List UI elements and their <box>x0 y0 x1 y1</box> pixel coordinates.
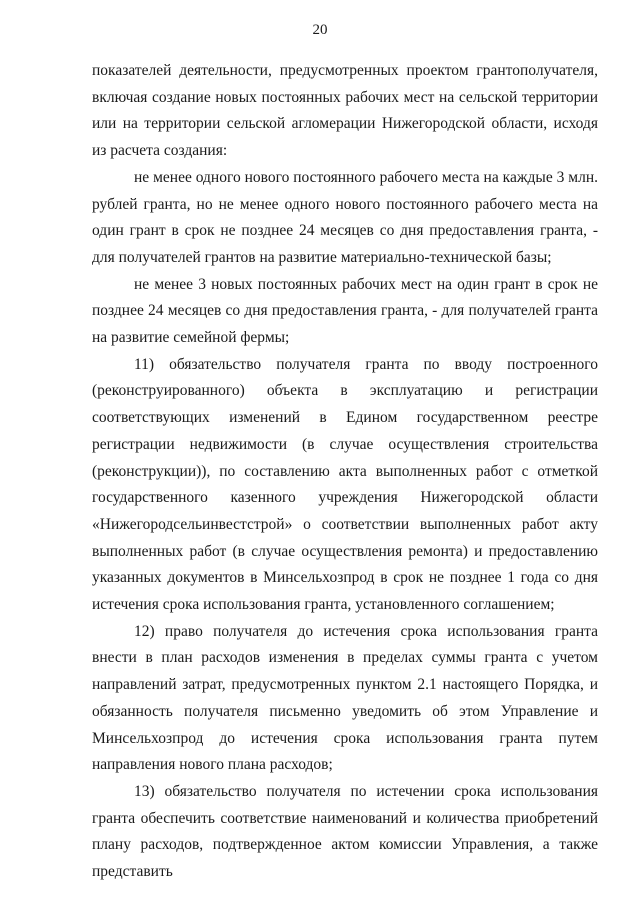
paragraph-item-13: 13) обязательство получателя по истечении срока использования гранта обеспечить соответствие наименований и количества приобретений плану расходов, подтвержденное актом комиссии Управления, а также представить <box>92 782 598 881</box>
page-number: 20 <box>312 22 328 38</box>
document-body <box>92 58 598 886</box>
paragraph-item-12: 12) право получателя до истечения срока использования гранта внести в план расходов изменения в пределах суммы гранта с учетом направлений затрат, предусмотренных пунктом 2.1 настоящего Порядка, и обязанность получателя письменно уведомить об этом Управление и Минсельхозпрод до истечения срока использования гранта путем направления нового плана расходов; <box>92 622 598 774</box>
paragraph-jobs-family-farm: не менее 3 новых постоянных рабочих мест на один грант в срок не позднее 24 месяцев со дня предоставления гранта, - для получателей гранта на развитие семейной фермы; <box>92 275 598 347</box>
paragraph-continuation: показателей деятельности, предусмотренных проектом грантополучателя, включая создание новых постоянных рабочих мест на сельской территории или на территории сельской агломерации Нижегородской области, исходя из расчета создания: <box>92 62 598 160</box>
paragraph-jobs-material-base: не менее одного нового постоянного рабочего места на каждые 3 млн. рублей гранта, но не менее одного нового постоянного рабочего места на один грант в срок не позднее 24 месяцев со дня предоставления гранта, - для получателей грантов на развитие материально-технической базы; <box>92 168 598 266</box>
paragraph-item-11: 11) обязательство получателя гранта по вводу построенного (реконструированного) объекта в эксплуатацию и регистрации соответствующих изменений в Едином государственном реестре регистрации недвижимости (в случае осуществления строительства (реконструкции)), по составлению акта выполненных работ с отметкой государственного казенного учреждения Нижегородской области «Нижегородсельинвестстрой» о соответствии выполненных работ акту выполненных работ (в случае осуществления ремонта) и предоставлению указанных документов в Минсельхозпрод в срок не позднее 1 года со дня истечения срока использования гранта, установленного соглашением; <box>92 355 598 614</box>
